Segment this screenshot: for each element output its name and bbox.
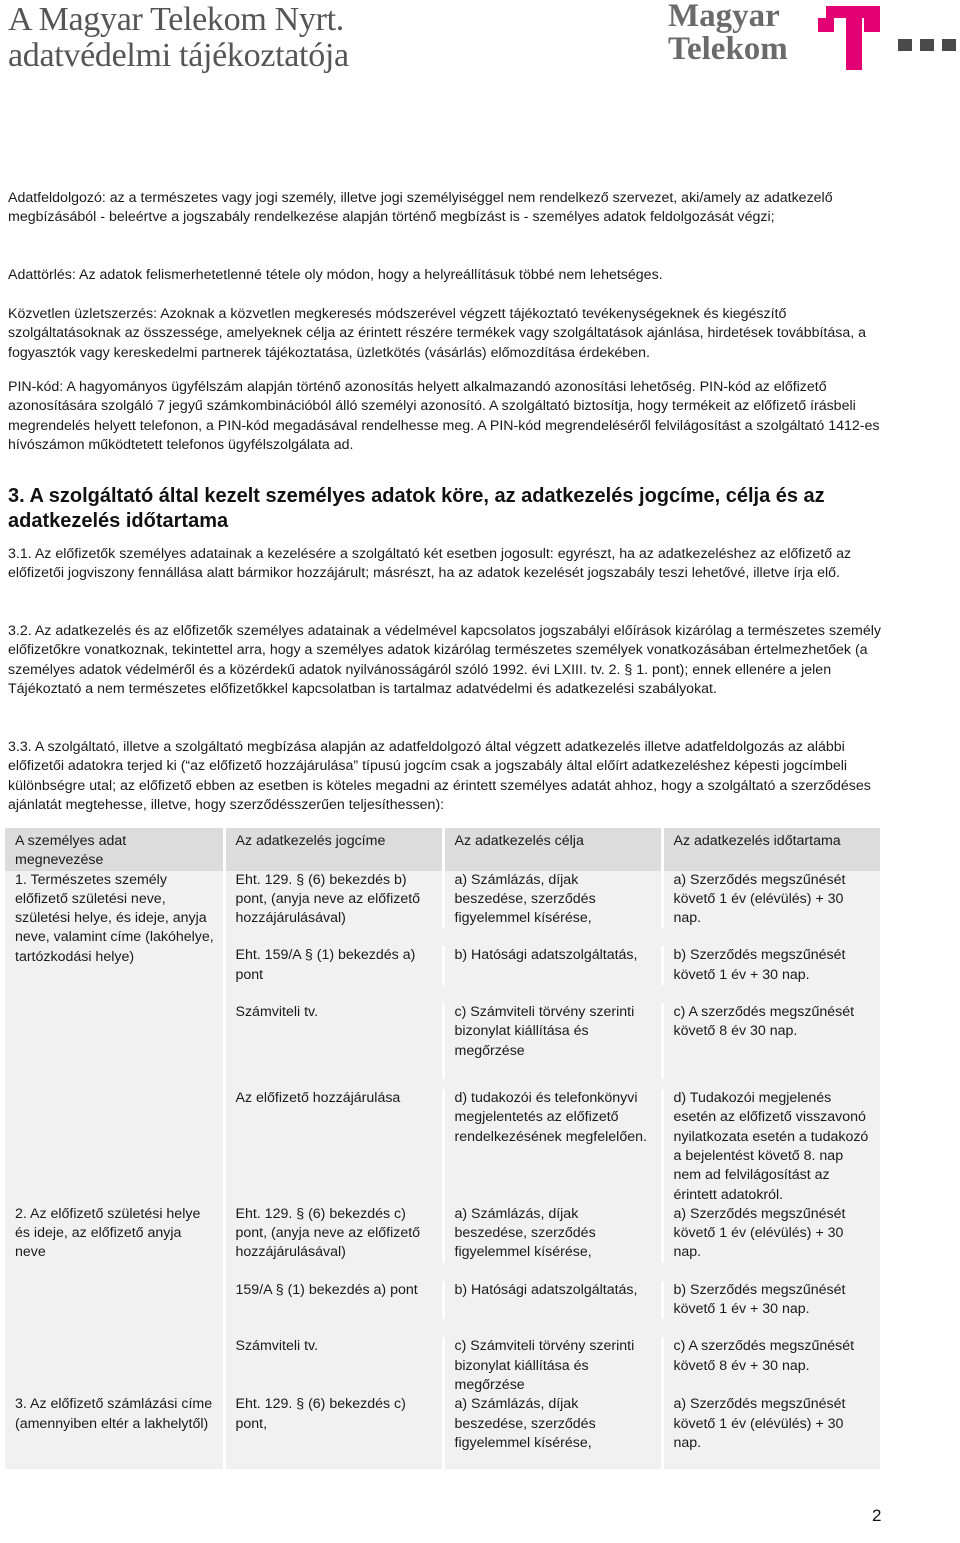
table-cell: a) Szerződés megszűnését követő 1 év (elévülés) + 30 nap. bbox=[662, 1395, 881, 1469]
table-row bbox=[5, 1395, 881, 1469]
table-cell: a) Számlázás, díjak beszedése, szerződés figyelemmel kísérése, bbox=[443, 1205, 662, 1263]
telekom-t-logo-icon bbox=[818, 6, 958, 70]
section-3-3 bbox=[8, 738, 888, 815]
table-cell: a) Számlázás, díjak beszedése, szerződés figyelemmel kísérése, bbox=[443, 1395, 662, 1469]
table-cell: a) Szerződés megszűnését követő 1 év (elévülés) + 30 nap. bbox=[662, 871, 881, 929]
table-cell: 2. Az előfizető születési helye és ideje, az előfizető anyja neve bbox=[5, 1205, 224, 1395]
table-cell: c) Számviteli törvény szerinti bizonylat kiállítása és megőrzése bbox=[443, 1003, 662, 1079]
section-3-2 bbox=[8, 622, 888, 699]
brand-line1: Magyar bbox=[668, 0, 780, 34]
paragraph-adatfeldolgozo: Adatfeldolgozó: az a természetes vagy jogi személy, illetve jogi személyiséggel nem rendelkező szervezet, aki/amely az adatkezelő megbízásából - beleértve a jogszabály rendelkezése alapján történő megbízást is - személyes adatok feldolgozását végzi; bbox=[8, 190, 833, 226]
table-cell: 159/A § (1) bekezdés a) pont bbox=[224, 1281, 443, 1320]
table-cell: Eht. 159/A § (1) bekezdés a) pont bbox=[224, 946, 443, 985]
table-cell: Eht. 129. § (6) bekezdés b) pont, (anyja neve az előfizető hozzájárulásával) bbox=[224, 871, 443, 929]
table-cell: a) Számlázás, díjak beszedése, szerződés figyelemmel kísérése, bbox=[443, 871, 662, 929]
table-cell: d) tudakozói és telefonkönyvi megjelentetés az előfizető rendelkezésének megfelelően. bbox=[443, 1089, 662, 1205]
table-row bbox=[5, 871, 881, 929]
definition-pin-kod bbox=[8, 378, 888, 455]
definition-adatfeldolgozo bbox=[8, 189, 888, 228]
paragraph-kozvetlen: Közvetlen üzletszerzés: Azoknak a közvetlen megkeresés módszerével végzett tájékoztató tevékenységeknek és kiegészítő szolgáltatásoknak az összessége, amelyeknek célja az érintett részére termékek vagy szolgáltatások ajánlása, hirdetések továbbítása, a fogyasztók vagy kereskedelmi partnerek tájékoztatása, üzletkötés (vásárlás) előmozdítása érdekében. bbox=[8, 306, 867, 361]
row-spacer bbox=[224, 1079, 881, 1089]
section-heading: 3. A szolgáltató által kezelt személyes adatok köre, az adatkezelés jogcíme, célja és az adatkezelés időtartama bbox=[8, 485, 825, 532]
table-cell: Eht. 129. § (6) bekezdés c) pont, bbox=[224, 1395, 443, 1469]
page-number: 2 bbox=[872, 1506, 882, 1525]
row-spacer bbox=[224, 1319, 881, 1337]
table-cell: b) Hatósági adatszolgáltatás, bbox=[443, 946, 662, 985]
table-cell: c) Számviteli törvény szerinti bizonylat kiállítása és megőrzése bbox=[443, 1337, 662, 1395]
table-header-cell: Az adatkezelés jogcíme bbox=[224, 828, 443, 871]
table-cell: Az előfizető hozzájárulása bbox=[224, 1089, 443, 1205]
row-spacer bbox=[224, 985, 881, 1003]
table-cell: b) Szerződés megszűnését követő 1 év + 30 nap. bbox=[662, 1281, 881, 1320]
table-cell: b) Hatósági adatszolgáltatás, bbox=[443, 1281, 662, 1320]
table-cell: c) A szerződés megszűnését követő 8 év 30 nap. bbox=[662, 1003, 881, 1079]
paragraph-3-2: 3.2. Az adatkezelés és az előfizetők személyes adatainak a védelmével kapcsolatos jogszabályi előírások kizárólag a természetes személy előfizetőkre vonatkoznak, tekintettel arra, hogy a személyes adatok kizárólag természetes személyek vonatkozásában értelmezhetőek (a személyes adatok védelméről és a közérdekű adatok nyilvánosságáról szóló 1992. évi LXIII. tv. 2. § 1. pont); ennek ellenére a jelen Tájékoztató a nem természetes előfizetőkkel kapcsolatban is tartalmaz adatvédelmi és adatkezelési szabályokat. bbox=[8, 623, 881, 697]
table-cell: d) Tudakozói megjelenés esetén az előfizető visszavonó nyilatkozata esetén a tudakozó a bejelentést követő 8. nap nem ad felvilágosítást az érintett adatokról. bbox=[662, 1089, 881, 1205]
document-title-line1: A Magyar Telekom Nyrt. bbox=[8, 1, 344, 38]
section-3-1 bbox=[8, 545, 888, 584]
definition-kozvetlen-uzletszerzes bbox=[8, 305, 888, 363]
table-header-cell: Az adatkezelés időtartama bbox=[662, 828, 881, 871]
paragraph-3-3: 3.3. A szolgáltató, illetve a szolgáltató megbízása alapján az adatfeldolgozó által végzett adatkezelés illetve adatfeldolgozás az alábbi előfizetői adatokra terjed ki (“az előfizető hozzájárulása” típusú jogcím csak a jogszabály által előírt adatkezeléshez képesti jogcímbeli különbségre utal; az előfizető ebben az esetben is köteles megadni az érintett személyes adatát ahhoz, hogy a szolgáltató a szerződéses ajánlatát megtehesse, illetve, hogy szerződésszerűen teljesíthessen): bbox=[8, 739, 871, 813]
table-header-cell: A személyes adat megnevezése bbox=[5, 828, 224, 871]
table-cell: c) A szerződés megszűnését követő 8 év + 30 nap. bbox=[662, 1337, 881, 1395]
document-title bbox=[8, 2, 349, 74]
table-cell: b) Szerződés megszűnését követő 1 év + 30 nap. bbox=[662, 946, 881, 985]
table-cell: Eht. 129. § (6) bekezdés c) pont, (anyja neve az előfizető hozzájárulásával) bbox=[224, 1205, 443, 1263]
brand-line2: Telekom bbox=[668, 31, 788, 67]
table-header-cell: Az adatkezelés célja bbox=[443, 828, 662, 871]
document-title-line2: adatvédelmi tájékoztatója bbox=[8, 37, 349, 74]
data-processing-table bbox=[5, 828, 883, 1469]
paragraph-pin: PIN-kód: A hagyományos ügyfélszám alapján történő azonosítás helyett alkalmazandó azonosítási lehetőség. PIN-kód az előfizető azonosítására szolgáló 7 jegyű számkombinációból álló személyi azonosító. A szolgáltató biztosítja, hogy termékeit az előfizető írásbeli megrendelés helyett telefonon, a PIN-kód megadásával rendelhesse meg. A PIN-kód megrendeléséről felvilágosítást a szolgáltató 1412-es hívószámon működtetett telefonos ügyfélszolgálata ad. bbox=[8, 379, 880, 453]
row-spacer bbox=[224, 1263, 881, 1281]
table-header-row bbox=[5, 828, 881, 871]
table-cell: a) Szerződés megszűnését követő 1 év (elévülés) + 30 nap. bbox=[662, 1205, 881, 1263]
row-spacer bbox=[224, 928, 881, 946]
table-cell: Számviteli tv. bbox=[224, 1003, 443, 1079]
definition-adattorles bbox=[8, 266, 888, 285]
table-cell: 1. Természetes személy előfizető születési neve, születési helye, és ideje, anyja neve, valamint címe (lakóhelye, tartózkodási helye) bbox=[5, 871, 224, 1205]
brand-wordmark bbox=[668, 0, 788, 66]
paragraph-3-1: 3.1. Az előfizetők személyes adatainak a kezelésére a szolgáltató két esetben jogosult: egyrészt, ha az adatkezeléshez az előfizető az előfizetői jogviszony fennállása alatt bármikor hozzájárult; másrészt, ha az adatok kezelését jogszabály teszi lehetővé, illetve írja elő. bbox=[8, 546, 852, 582]
table-cell: 3. Az előfizető számlázási címe (amennyiben eltér a lakhelytől) bbox=[5, 1395, 224, 1469]
paragraph-adattorles: Adattörlés: Az adatok felismerhetetlenné tétele oly módon, hogy a helyreállításuk többé nem lehetséges. bbox=[8, 267, 663, 283]
table-cell: Számviteli tv. bbox=[224, 1337, 443, 1395]
table-row bbox=[5, 1205, 881, 1263]
